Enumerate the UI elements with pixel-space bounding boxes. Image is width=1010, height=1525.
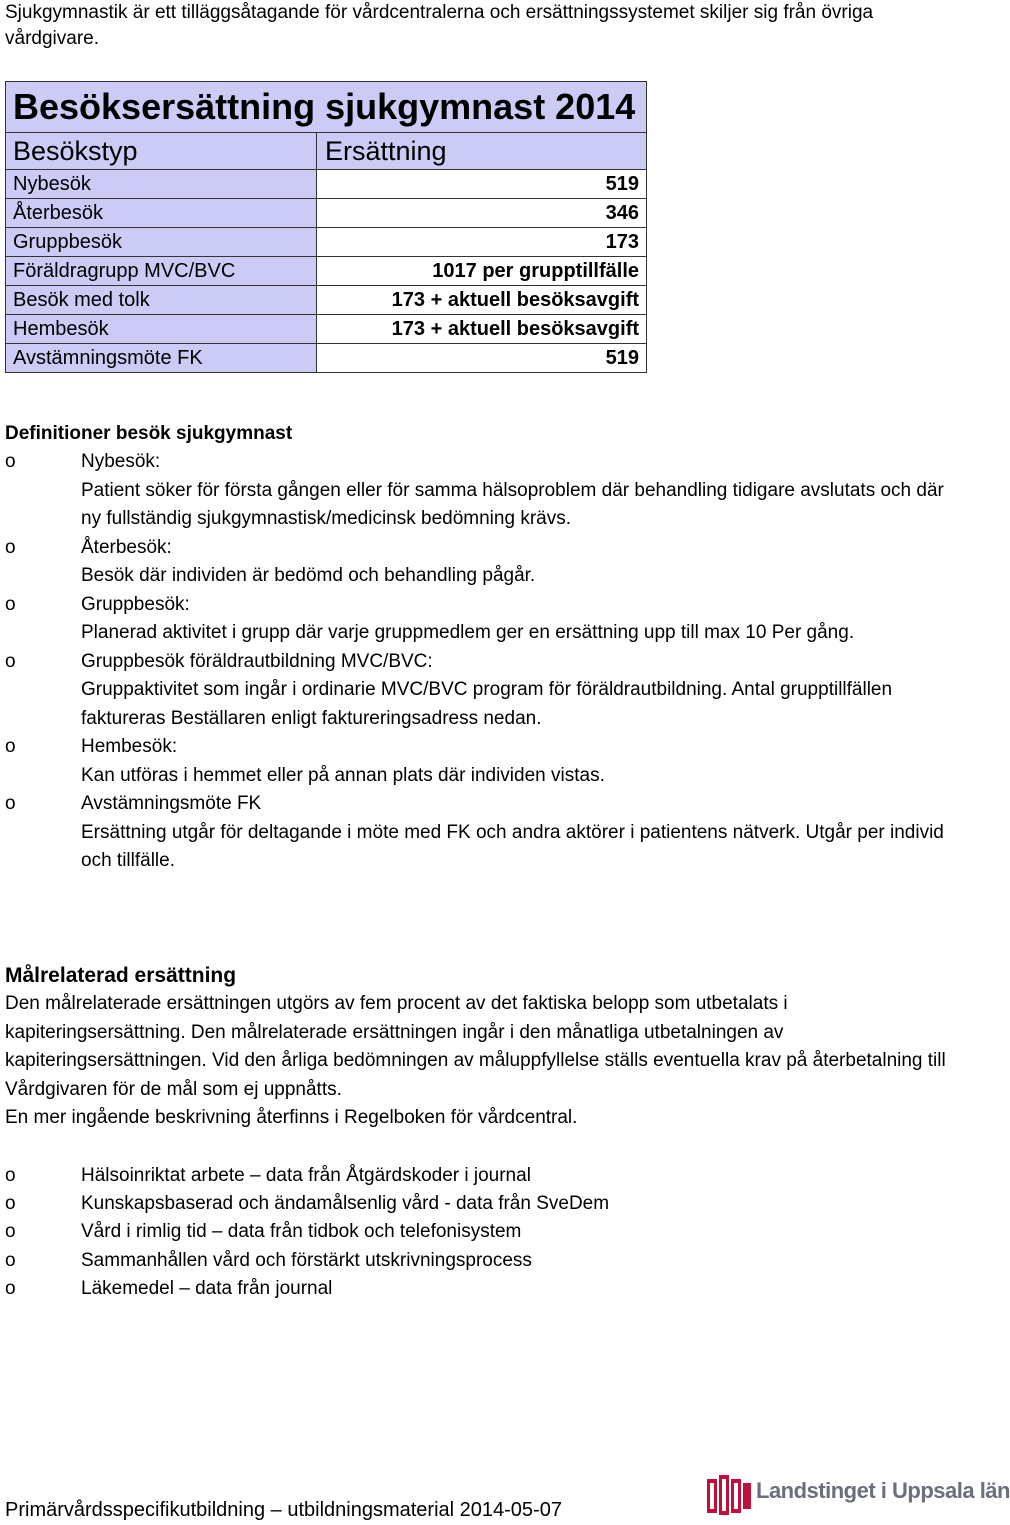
- goal-text: Vård i rimlig tid – data från tidbok och telefonisystem: [81, 1221, 522, 1243]
- list-item: [5, 1162, 905, 1190]
- row-compensation: 519: [317, 170, 647, 199]
- table-row: [6, 170, 647, 199]
- fee-table-title: Besöksersättning sjukgymnast 2014: [6, 82, 647, 133]
- column-header-ersattning: Ersättning: [317, 133, 647, 170]
- definition-description: Besök där individen är bedömd och behandling pågår.: [81, 565, 536, 586]
- malrelaterad-section: [5, 962, 955, 1133]
- goal-text: Sammanhållen vård och förstärkt utskrivningsprocess: [81, 1249, 532, 1271]
- row-visit-type: Återbesök: [6, 199, 317, 228]
- malrelaterad-heading: Målrelaterad ersättning: [5, 964, 237, 987]
- bullet-icon: o: [5, 451, 16, 472]
- list-item: [5, 733, 955, 790]
- definitions-heading: Definitioner besök sjukgymnast: [5, 423, 293, 444]
- definition-description: Patient söker för första gången eller för samma hälsoproblem där behandling tidigare avslutats och där ny fullständig sjukgymnastisk/medicinsk bedömning krävs.: [81, 479, 944, 529]
- table-row: [6, 199, 647, 228]
- definitions-list: [5, 448, 955, 876]
- bullet-icon: o: [5, 793, 16, 814]
- list-item: [5, 448, 955, 534]
- definition-term: Gruppbesök:: [81, 593, 190, 615]
- table-row: [6, 344, 647, 373]
- row-compensation: 519: [317, 344, 647, 373]
- list-item: [5, 1275, 905, 1303]
- goal-text: Kunskapsbaserad och ändamålsenlig vård - data från SveDem: [81, 1193, 610, 1215]
- bullet-icon: o: [5, 1165, 16, 1186]
- list-item: [5, 534, 955, 591]
- list-item: [5, 648, 955, 734]
- definition-term: Nybesök:: [81, 451, 161, 472]
- table-row: [6, 286, 647, 315]
- bullet-icon: o: [5, 536, 16, 558]
- goal-text: Läkemedel – data från journal: [81, 1277, 333, 1299]
- list-item: [5, 790, 955, 876]
- bullet-icon: o: [5, 1249, 16, 1271]
- intro-text: Sjukgymnastik är ett tilläggsåtagande för vårdcentralerna och ersättningssystemet skiljer sig från övriga vårdgivare.: [5, 2, 874, 49]
- bullet-icon: o: [5, 593, 16, 615]
- goal-text: Hälsoinriktat arbete – data från Åtgärdskoder i journal: [81, 1165, 531, 1186]
- list-item: [5, 1247, 905, 1275]
- bullet-icon: o: [5, 1193, 16, 1215]
- bullet-icon: o: [5, 736, 16, 757]
- malrelaterad-paragraph: Den målrelaterade ersättningen utgörs av fem procent av det faktiska belopp som utbetalats i kapiteringsersättning. Den målrelaterade ersättningen ingår i den månatliga utbetalningen av kapiteringsersättningen. Vid den årliga bedömningen av måluppfyllelse ställs eventuella krav på återbetalning till Vårdgivaren för de mål som ej uppnåtts.: [5, 993, 946, 1100]
- bullet-icon: o: [5, 1277, 16, 1299]
- row-visit-type: Avstämningsmöte FK: [6, 344, 317, 373]
- column-header-besokstyp: Besökstyp: [6, 133, 317, 170]
- definition-term: Avstämningsmöte FK: [81, 793, 262, 814]
- definition-term: Återbesök:: [81, 536, 172, 558]
- bullet-icon: o: [5, 650, 16, 672]
- row-visit-type: Hembesök: [6, 315, 317, 344]
- logo-text: Landstinget i Uppsala län: [756, 1478, 1010, 1503]
- landstinget-logo-icon: [706, 1473, 752, 1517]
- table-row: [6, 257, 647, 286]
- table-row: [6, 315, 647, 344]
- row-visit-type: Besök med tolk: [6, 286, 317, 315]
- definition-description: Kan utföras i hemmet eller på annan plats där individen vistas.: [81, 764, 605, 786]
- malrelaterad-paragraph: En mer ingående beskrivning återfinns i Regelboken för vårdcentral.: [5, 1107, 578, 1128]
- row-compensation: 1017 per grupptillfälle: [317, 257, 647, 286]
- list-item: [5, 1190, 905, 1218]
- list-item: [5, 1218, 905, 1246]
- definition-description: Ersättning utgår för deltagande i möte med FK och andra aktörer i patientens nätverk. Utgår per individ och tillfälle.: [81, 821, 944, 871]
- row-compensation: 346: [317, 199, 647, 228]
- definitions-section: [5, 421, 955, 876]
- row-visit-type: Nybesök: [6, 170, 317, 199]
- row-visit-type: Gruppbesök: [6, 228, 317, 257]
- definition-term: Gruppbesök föräldrautbildning MVC/BVC:: [81, 650, 433, 672]
- fee-table: [5, 81, 647, 373]
- definition-description: Gruppaktivitet som ingår i ordinarie MVC/BVC program för föräldrautbildning. Antal grupptillfällen faktureras Beställaren enligt faktureringsadress nedan.: [81, 679, 893, 729]
- row-compensation: 173 + aktuell besöksavgift: [317, 286, 647, 315]
- footer-text: Primärvårdsspecifikutbildning – utbildningsmaterial 2014-05-07: [5, 1499, 562, 1521]
- goals-list: [5, 1162, 905, 1303]
- table-row: [6, 228, 647, 257]
- definition-description: Planerad aktivitet i grupp där varje gruppmedlem ger en ersättning upp till max 10 Per gång.: [81, 622, 855, 643]
- definition-term: Hembesök:: [81, 736, 178, 757]
- landstinget-logo: [706, 1472, 1010, 1518]
- list-item: [5, 591, 955, 648]
- bullet-icon: o: [5, 1221, 16, 1243]
- row-compensation: 173: [317, 228, 647, 257]
- row-visit-type: Föräldragrupp MVC/BVC: [6, 257, 317, 286]
- row-compensation: 173 + aktuell besöksavgift: [317, 315, 647, 344]
